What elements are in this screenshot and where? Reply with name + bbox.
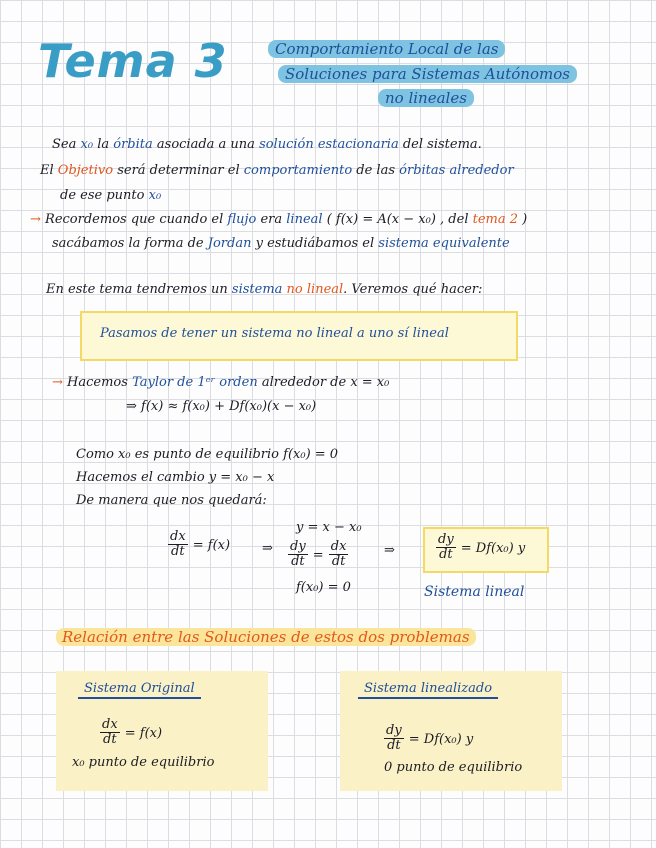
change-of-variable: y = x − x₀ bbox=[296, 520, 362, 535]
linearized-system-eq: $\frac{dy}{dt}$ = Df(x₀) y bbox=[386, 723, 474, 753]
equilibrium-condition: f(x₀) = 0 bbox=[296, 580, 351, 595]
equilibrium-line-1: Como x₀ es punto de equilibrio f(x₀) = 0 bbox=[76, 447, 339, 462]
linear-system-label: Sistema lineal bbox=[424, 584, 525, 600]
subtitle-line-3: no lineales bbox=[378, 89, 474, 107]
implies-icon: ⇒ bbox=[384, 543, 395, 558]
original-system-caption: x₀ punto de equilibrio bbox=[72, 755, 215, 770]
subtitle-line-1: Comportamiento Local de las bbox=[268, 40, 505, 58]
derivation-middle-eq: $\frac{dy}{dt}$ = $\frac{dx}{dt}$ bbox=[290, 539, 347, 569]
recall-line-1: → Recordemos que cuando el flujo era lineal ( f(x) = A(x − x₀) , del tema 2 ) bbox=[30, 212, 528, 227]
taylor-implication: ⇒ f(x) ≈ f(x₀) + Df(x₀)(x − x₀) bbox=[126, 399, 317, 414]
linearized-system-title: Sistema linealizado bbox=[358, 681, 498, 696]
recall-line-2: sacábamos la forma de Jordan y estudiábamos el sistema equivalente bbox=[52, 236, 510, 251]
original-system-eq: $\frac{dx}{dt}$ = f(x) bbox=[102, 717, 163, 747]
page-title: Tema 3 bbox=[38, 34, 228, 88]
original-system-title: Sistema Original bbox=[78, 681, 201, 696]
nonlinear-line: En este tema tendremos un sistema no lineal. Veremos qué hacer: bbox=[46, 282, 483, 297]
derivation-original-eq: $\frac{dx}{dt}$ = f(x) bbox=[170, 529, 231, 559]
arrow-icon: → bbox=[52, 375, 63, 390]
intro-line-1: Sea x₀ la órbita asociada a una solución estacionaria del sistema. bbox=[52, 137, 482, 152]
linear-system-eq: $\frac{dy}{dt}$ = Df(x₀) y bbox=[438, 532, 526, 562]
equilibrium-line-3: De manera que nos quedará: bbox=[76, 493, 267, 508]
taylor-line: → Hacemos Taylor de 1ᵉʳ orden alrededor de x = x₀ bbox=[52, 375, 390, 390]
subtitle-line-2: Soluciones para Sistemas Autónomos bbox=[278, 65, 577, 83]
equilibrium-line-2: Hacemos el cambio y = x₀ − x bbox=[76, 470, 275, 485]
arrow-icon: → bbox=[30, 212, 41, 227]
intro-line-2: El Objetivo será determinar el comportamiento de las órbitas alrededor bbox=[40, 163, 514, 178]
relation-title: Relación entre las Soluciones de estos dos problemas bbox=[56, 628, 476, 646]
intro-line-3: de ese punto x₀ bbox=[60, 188, 162, 203]
linearized-system-caption: 0 punto de equilibrio bbox=[384, 760, 523, 775]
key-statement: Pasamos de tener un sistema no lineal a uno sí lineal bbox=[100, 326, 449, 341]
implies-icon: ⇒ bbox=[262, 541, 273, 556]
